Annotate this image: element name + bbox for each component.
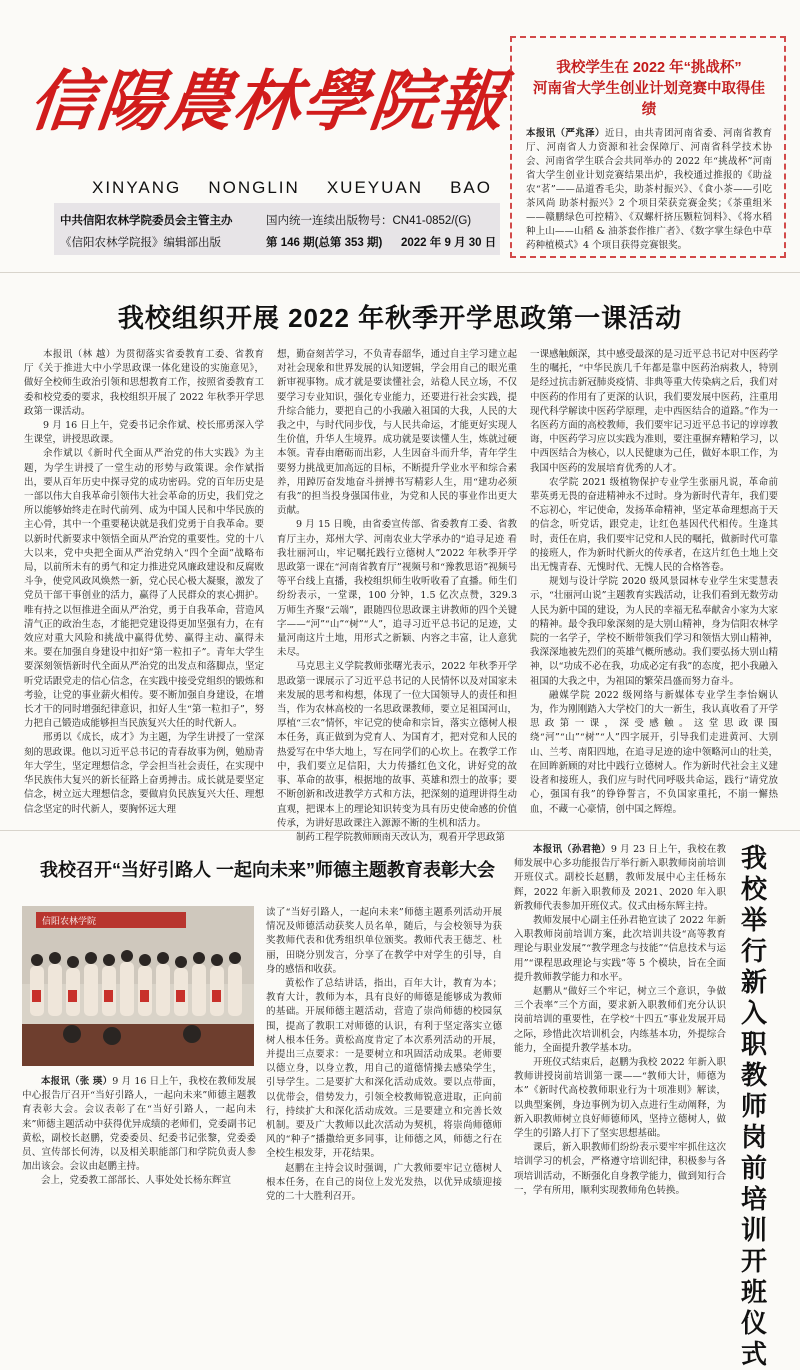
feature-headline-1: 我校学生在 2022 年“挑战杯” — [556, 60, 742, 76]
paragraph: 9 月 15 日晚，由省委宣传部、省委教育工委、省教育厅主办，郑州大学、河南农业大学承办的“追寻足迹 看我壮丽河山，牢记嘱托践行立德树人”2022 年秋季开学思政第一课在“河南省教育厅”视频号和“豫教思语”视频号等平台线上直播，我校组织师生收听收看了直播。师生们纷纷表示，一堂课，100 分钟，1.5 亿次点赞，329.3 万师生齐聚“云端”，跟随四位思政课主讲教师的四个关键字——“河”“山”“树”“人”，追寻习近平总书记的足迹，丈量河南这片土地，用形式之新颖、内容之丰富，让人意犹未尽。 — [277, 519, 517, 659]
second-byline: 本报讯（张 瑛） — [41, 1076, 113, 1087]
paragraph: 本报讯（林 越）为贯彻落实省委教育工委、省教育厅《关于推进大中小学思政课一体化建设的实施意见》，做好全校师生政治引领和思想教育工作，按照省委教育工委和校党委的要求，我校组织开展了 2022 年秋季开学思政第一课活动。 — [24, 349, 264, 417]
paragraph: 融媒学院 2022 级网络与新媒体专业学生李怡娴认为，作为刚刚踏入大学校门的大一新生，我认真收看了开学思政第一课，深受感触。这堂思政课围绕“河”“山”“树”“人”四字展开，引导我们走进黄河、大别山、兰考、南阳四地，在追寻足迹的途中领略河山的壮美，在回眸新顾的对比中践行立德树人。作为新时代社会主义建设者和接班人，我们应与时代同呼吸共命运，践行“请党放心，强国有我”的铮铮誓言，不负国家重托，不崩一懈热血，不藏一心豪情，创中国之辉煌。 — [530, 689, 778, 815]
paragraph: 读了“当好引路人，一起向未来”师德主题系列活动开展情况及师德活动获奖人员名单，随后，与会校领导为获奖教师代表和优秀组织单位颁奖。教师代表王德芝、杜丽，田晓分别发言，分享了在教学中对学生的引导，自身的感悟和收获。 — [266, 907, 502, 975]
paragraph: 想，勤奋刻苦学习，不负青春韶华，通过自主学习建立起对社会现象和世界发展的认知逻辑，学会用自己的眼光重新审视事物。成才就是要读懂社会，站稳人民立场，不仅要学习专业知识，强化专业能力，还要进行社会实践，提升综合能力，要把自己的小我融入祖国的大我，人民的大我之中，与时代同步伐，与人民共命运，才能更好实现人生价值，升华人生境界。成功就是要读懂人生，炼就过硬本领。青春由磨砺而出彩，人生因奋斗而升华，青年学生要努力挑战更加高远的目标，不断提升学业水平和综合素养，用踔厉奋发地奋斗拼搏书写精彩人生，用“建功必须有我”的担当投身强国伟业，为党和人民的事业作出更大贡献。 — [277, 349, 517, 517]
paragraph: 农学院 2021 级植物保护专业学生张丽凡说，革命前辈英勇无畏的奋进精神永不过时。身为新时代青年，我们要不忘初心，牢记使命，发扬革命精神，坚定革命理想高于天的信念，听党话，跟党走，让红色基因代代相传。生逢其时，责任在肩，我们要牢记党和人民的嘱托，做新时代可靠的接班人，作为新时代新火的传承者，在这片红色土地上交出无愧青春、无愧时代、无愧人民的合格答卷。 — [530, 476, 778, 574]
second-article-col-1 — [22, 1075, 256, 1211]
editor: 《信阳农林学院报》编辑部出版 — [60, 237, 221, 249]
feature-headline-2: 河南省大学生创业计划竞赛中取得佳绩 — [533, 81, 765, 118]
pinyin-word: BAO — [450, 178, 492, 197]
ceremony-photo-illustration — [22, 906, 254, 1066]
paragraph: 课后，新入职教师们纷纷表示要牢牢抓住这次培训学习的机会，严格遵守培训纪律，积极参与各项培训活动，不断强化自身教学能力，做到知行合一，学有所用，顺利实现教师角色转换。 — [514, 1142, 726, 1196]
feature-text: 近日，由共青团河南省委、河南省教育厅、河南省人力资源和社会保障厅、河南省科学技术协会、河南省学生联合会共同举办的 2022 年“挑战杯”河南省大学生创业计划竞赛结果出炉，我校通过推报的《助益农“茗”——品道香毛尖，助茶村振兴》、《食小茶——引吃茶风尚 助茶村振兴》2 个项目荣获竞赛金奖；《茶重组米——赣鹏绿色可控精》、《双螺杆挤压颗粒饲料》、《将水稻种上山——山稻 & 油茶套作推广者》、《数字掌生绿色中草药种植模式》4 个项目获得竞赛银奖。 — [526, 128, 772, 251]
third-article-col — [514, 843, 726, 1211]
main-headline: 我校组织开展 2022 年秋季开学思政第一课活动 — [117, 303, 683, 333]
main-article-col-3 — [530, 348, 778, 818]
feature-byline: 本报讯（严兆泽） — [526, 128, 605, 139]
pinyin-word: XUEYUAN — [326, 178, 424, 197]
photo-banner-text: 信阳农林学院 — [42, 917, 97, 927]
paragraph — [514, 843, 726, 914]
section-divider — [0, 830, 800, 831]
paragraph: 赵鹏在主持会议时强调，广大教师要牢记立德树人根本任务，在自己的岗位上发光发热，以优异成绩迎接党的二十大胜利召开。 — [266, 1162, 502, 1203]
paragraph: 会上，党委教工部部长、人事处处长杨东辉宣 — [41, 1175, 232, 1187]
main-article-col-1 — [24, 348, 264, 818]
pinyin-word: XINYANG — [92, 178, 182, 197]
masthead-pinyin — [92, 178, 492, 198]
paragraph: 规划与设计学院 2020 级风景园林专业学生宋雯慧表示，“壮丽河山说”主题教育实践活动，让我们看到无数劳动人民为新中国的建设，为人民的幸福无私奉献舍小家为大家的精神。最令我印象深刻的是大别山精神，身为信阳农林学院的一名学子，学校不断带领我们学习和领悟大别山精神，我深深地被先烈们的英雄气概所感动。我们要弘扬大别山精神，以“功成不必在我，功成必定有我”的态度，把小我融入祖国的大我之中，为祖国的繁荣昌盛而努力奋斗。 — [530, 576, 778, 687]
pinyin-word: NONGLIN — [208, 178, 300, 197]
main-article-col-2 — [277, 348, 517, 843]
second-text: 9 月 16 日上午，我校在教师发展中心报告厅召开“当好引路人，一起向未来”师德主题教育表彰大会。会议表彰了在“当好引路人，一起向未来”师德主题活动中获得优异成绩的老师们，党委副书记黄松，副校长赵鹏，党委委员、纪委书记张黎，党委委员、宣传部长何涛，以及相关职能部门和学院负责人参加出该会。会议由赵鹏主持。 — [22, 1076, 256, 1173]
paragraph: 余作斌以《新时代全面从严治党的伟大实践》为主题，为学生讲授了一堂生动的形势与政策课。余作斌指出，要从百年历史中探寻党的成功密码。党的百年历史是一部以伟大自我革命引领伟大社会革命的历史，我们党之所以能够始终走在时代前列、成为中国人民和中华民族的主心骨，其中一个重要秘诀就是我们党勇于自我革命。要以新时代新要求中领悟全面从严治党的重要性。党的十八大以来，党中央把全面从严治党纳入“四个全面”战略布局，以前所未有的勇气和定力推进党风廉政建设和反腐败斗争，使党风政风焕然一新，党心民心极大凝聚，激发了党员干部干事创业的活力，赢得了人民群众的衷心拥护。唯有持之以恒推进全面从严治党，勇于自我革命，营造风清气正的政治生态，才能把党建设得更加坚强有力，在有效应对重大风险和挑战中赢得优势、赢得主动、赢得未来。要在加强自身建设中扣好“第一粒扣子”。青年大学生要深刻领悟新时代全面从严治党的出发点和落脚点，坚定听党话跟党走的信心信念，在实践中接受党组织的锻炼和考验，让党的事业薪火相传。要不断加强自身建设，在增长才干的同时增强纪律意识，扣好人生“第一粒扣子”，努力把自己锻造成能够担当民族复兴大任的时代新人。 — [24, 448, 264, 730]
paragraph: 马克思主义学院教师张曙光表示，2022 年秋季开学思政第一课展示了习近平总书记的人民情怀以及对国家未来发展的思考和构想，体现了一位大国领导人的责任和担当，作为农林高校的一名思政课教师，要立足祖国河山，厚植“三农”情怀，牢记党的使命和宗旨，落实立德树人根本任务，真正做到为党育人、为国育才，把对党和人民的热爱写在中华大地上，写在同学们的心坎上。在教学工作中，我们要立足信阳，大力传播红色文化，讲好党的故事、革命的故事，根据地的故事、英雄和烈士的故事；要不断创新和改进教学方式和方法，把深刻的道理讲得生动直观，把课本上的理论知识转变为具有历史使命感的价值传承，为讲好思政课注入源源不断的生机和活力。 — [277, 661, 517, 829]
issue-number: 第 146 期(总第 353 期) — [266, 237, 383, 249]
ceremony-photo — [22, 906, 254, 1066]
paragraph: 9 月 16 日上午，党委书记余作斌、校长邢勇深入学生课堂，讲授思政课。 — [24, 420, 264, 446]
feature-box — [510, 36, 786, 258]
publication-info — [54, 203, 500, 255]
feature-body — [526, 127, 772, 253]
cn-number: 国内统一连续出版物号：CN41-0852/(G) — [266, 215, 472, 227]
paragraph: 黄松作了总结讲话，指出，百年大计，教育为本；教育大计，教师为本，具有良好的师德是能够成为教师的基础。开展师德主题活动，营造了崇尚师德的校园氛围，提高了教职工对师德的认识，有利于坚定落实立德树人根本任务。黄松高度肯定了本次系列活动的开展，并提出三点要求：一是要树立和巩固活动成果。老师要以德立身，以身立教，用自己的道德情操去感染学生，引导学生。二是要扩大和深化活动成效。要以点带面，以优带会，借势发力，引领全校教师锐意进取，正向前行，持续扩大和深化活动成效。三是要建立和完善长效机制。要及广大教师以此次活动为契机，将崇尚师德师风的“种子”播撒给更多同事，让师德之风，师德之行在全校生根发芽，开花结果。 — [266, 978, 502, 1160]
third-byline: 本报讯（孙君艳） — [533, 844, 611, 855]
paragraph: 一课感触颇深，其中感受最深的是习近平总书记对中医药学生的嘱托，“中华民族几千年都是靠中医药治病救人，特别是经过抗击新冠肺炎疫情、非典等重大传染病之后，我们对中医药的作用有了更深的认识，我们要发展中医药，注重用现代科学解读中医药学原理，走中西医结合的道路。”作为一名医药方面的高校教师，我们要牢记习近平总书记的谆谆教诲，中医药学习应以实践为准则，要注重摒弃糟粕学习，以中西医结合为核心，以人民健康为己任，做好本职工作，为我国中医药的发展培育优秀的人才。 — [530, 349, 778, 474]
third-text: 9 月 23 日上午，我校在教师发展中心多功能报告厅举行新入职教师岗前培训开班仪式。副校长赵鹏，教师发展中心主任杨东辉，2022 年新入职教师及 2021、2020 年入职新教师代表参加开班仪式。仪式由杨东辉主持。 — [514, 844, 726, 912]
paragraph: 赵鹏从“做好三个牢记，树立三个意识，争做三个表率”三个方面，要求新入职教师们充分认识岗前培训的重要性，在学校“十四五”事业发展开局之际，珍惜此次培训机会，内练基本功，外提综合能力，全面提升教学基本功。 — [514, 986, 726, 1054]
vertical-headline-text: 我校举行新入职教师岗前培训开班仪式 — [740, 843, 767, 1369]
paragraph: 邢勇以《成长，成才》为主题，为学生讲授了一堂深刻的思政课。他以习近平总书记的青春故事为例，勉励青年大学生，坚定理想信念，学会担当社会责任，在实现中华民族伟大复兴的新长征路上奋勇搏击。成长就是要坚定信念，树立远大理想信念，要做肩负民族复兴大任、理想信念坚定的时代新人，要胸怀远大理 — [24, 732, 264, 815]
paragraph: 制药工程学院教师顾南天改认为，观看开学思政第 — [296, 831, 506, 843]
section-divider — [0, 272, 800, 273]
masthead-title: 信陽農林學院報 — [25, 62, 511, 140]
third-vertical-headline — [732, 843, 776, 1369]
issue-date: 2022 年 9 月 30 日 — [401, 237, 497, 249]
second-headline: 我校召开“当好引路人 一起向未来”师德主题教育表彰大会 — [40, 860, 495, 880]
publisher: 中共信阳农林学院委员会主管主办 — [60, 215, 233, 227]
second-article-col-2 — [266, 906, 502, 1211]
paragraph: 开班仪式结束后，赵鹏为我校 2022 年新入职教师讲授岗前培训第一课——“教师大计，师德为本”《新时代高校教师职业行为十项准则》解读，以典型案例，身边事例为切入点进行生动阐释，为新入职教师树立良好师德师风，坚持立德树人，做学生的引路人打下了坚实思想基础。 — [514, 1057, 726, 1140]
paragraph — [22, 1075, 256, 1174]
paragraph: 教师发展中心副主任孙君艳宣读了 2022 年新入职教师岗前培训方案，此次培训共设“高等教育理论与职业发展”“教学理念与技能”“信息技术与运用”“课程思政理论与实践”等 5 个模块，旨在全面提升教师教学能力和水平。 — [514, 915, 726, 983]
